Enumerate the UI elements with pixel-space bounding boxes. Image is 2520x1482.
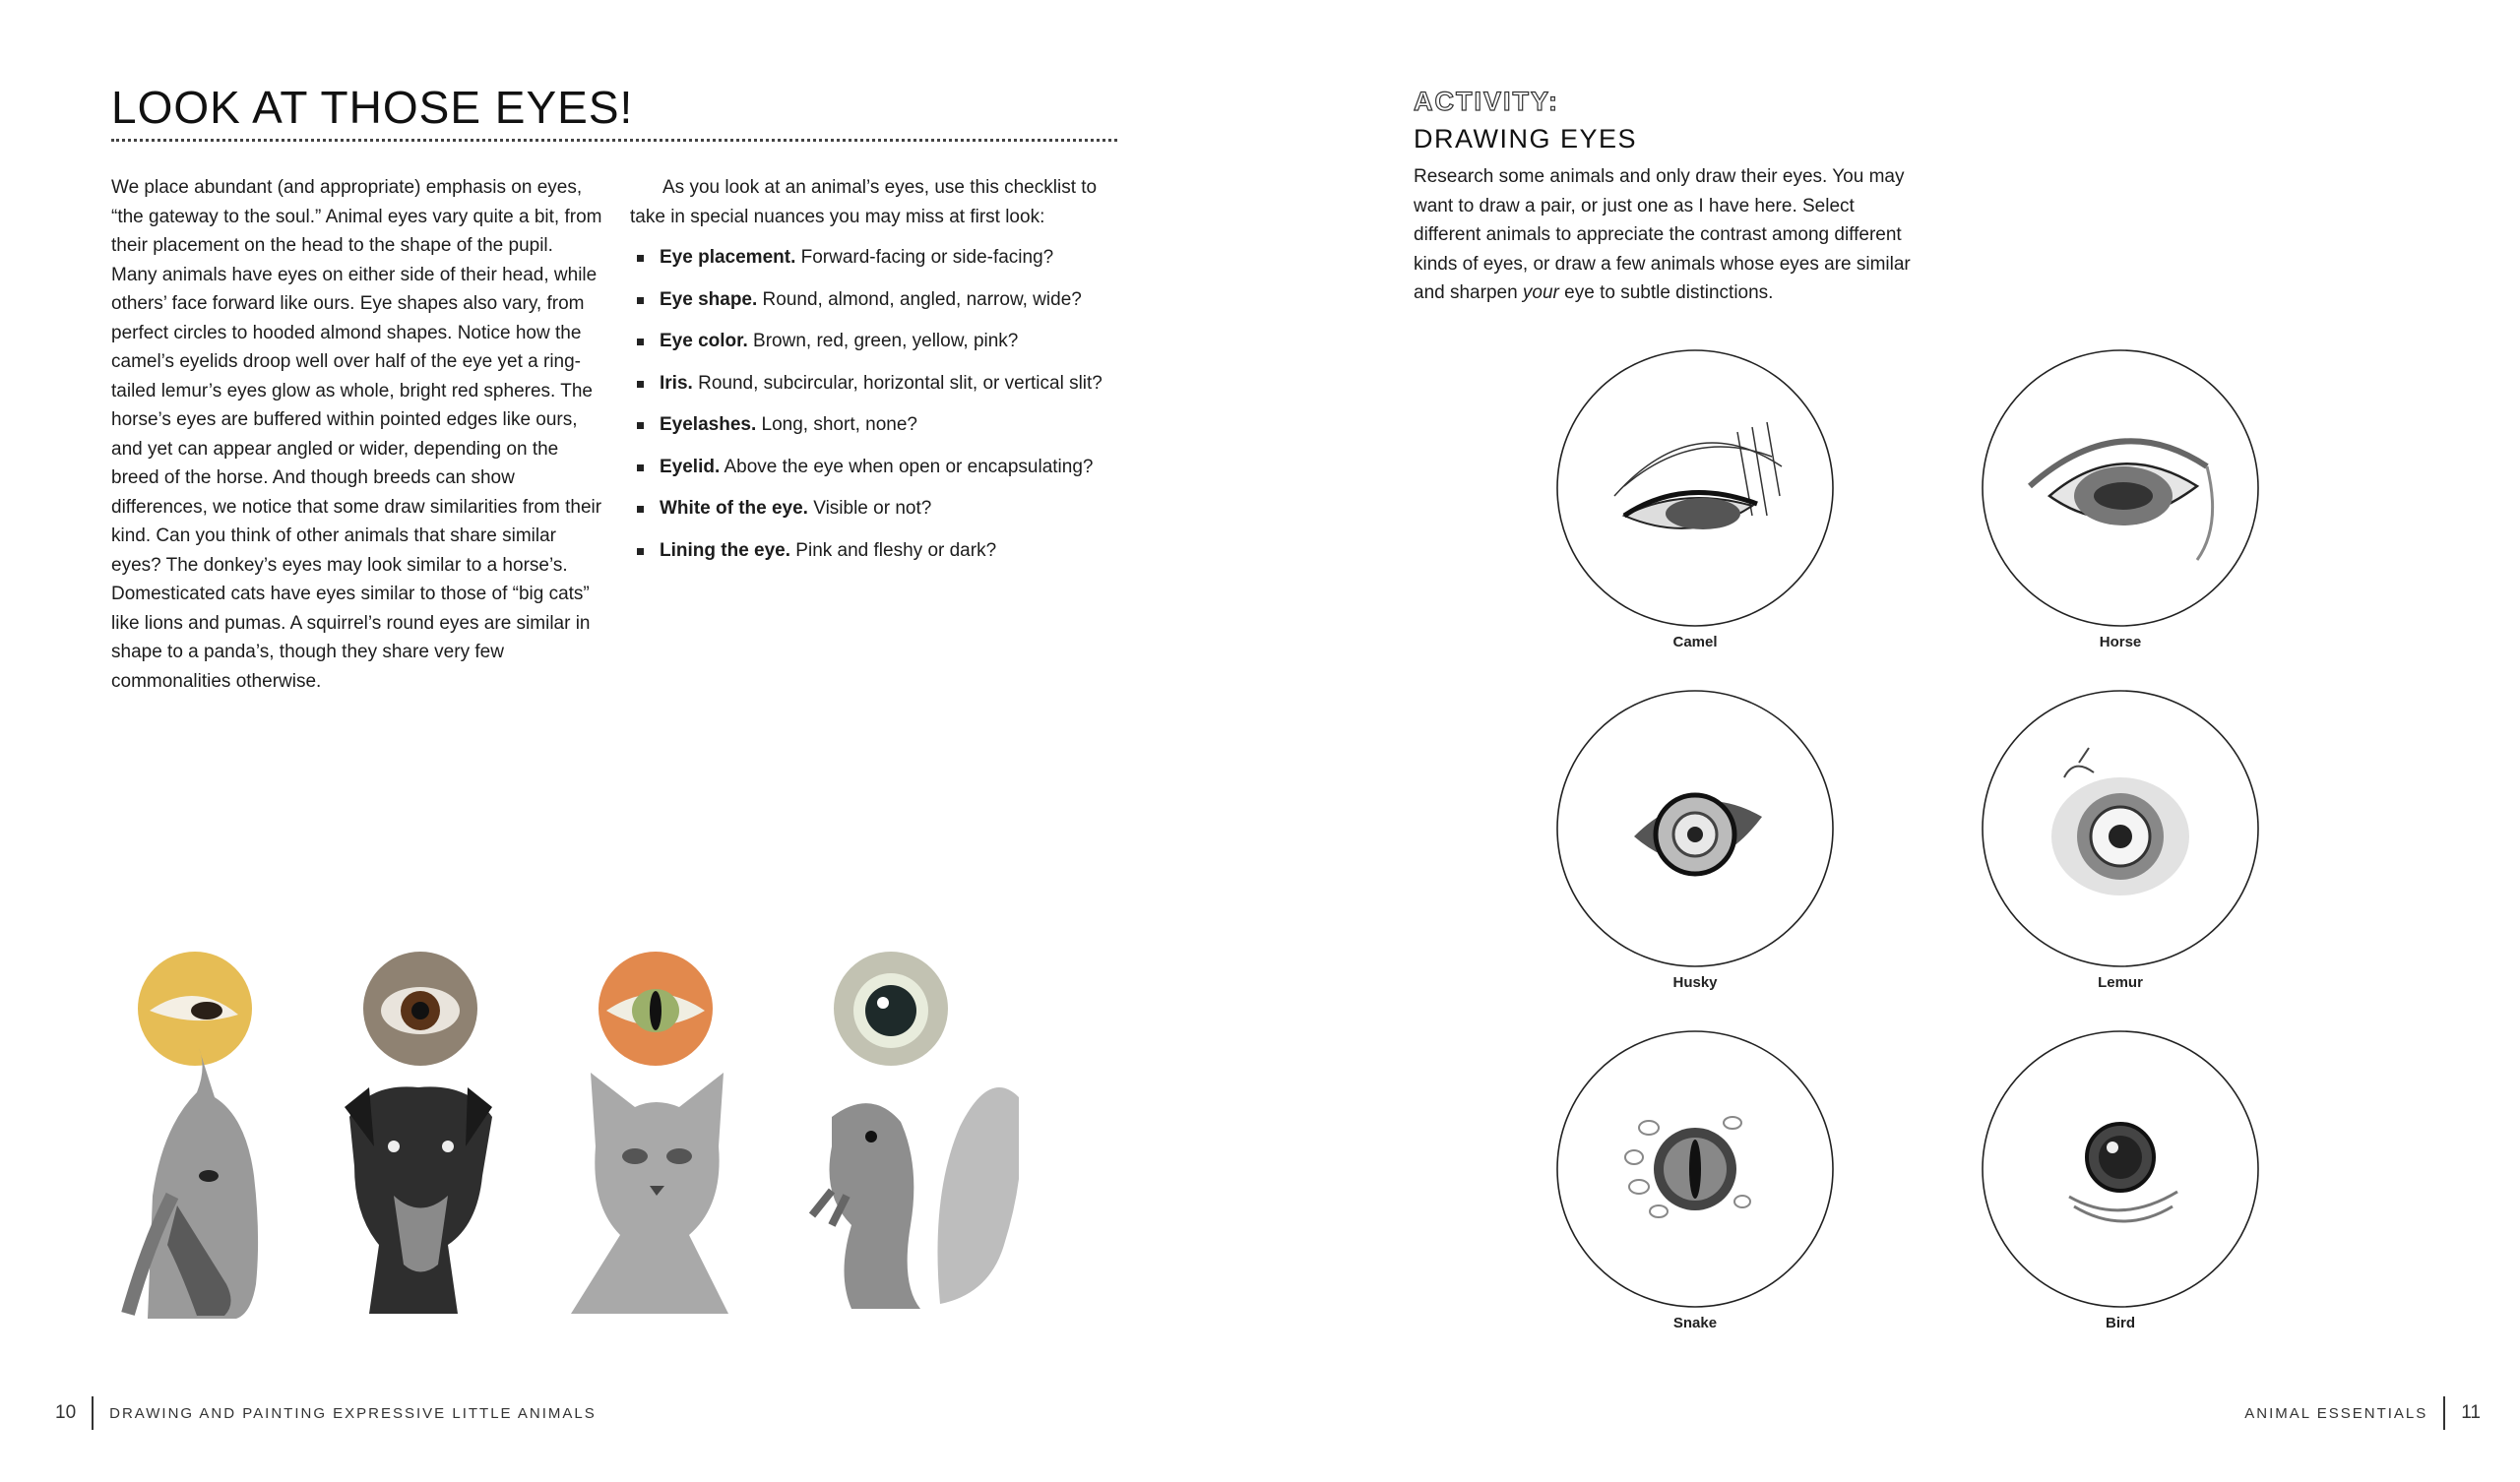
- footer-divider: [92, 1396, 94, 1430]
- footer-left: [55, 1396, 597, 1430]
- activity-text-part: eye to subtle distinctions.: [1558, 282, 1774, 303]
- eye-checklist: [630, 243, 1122, 565]
- checklist-term: Eye placement.: [660, 247, 796, 268]
- dog-illustration: [310, 950, 536, 1324]
- page-number: 11: [2461, 1402, 2481, 1423]
- checklist-term: White of the eye.: [660, 498, 808, 519]
- donkey-illustration: [89, 950, 315, 1324]
- page-title: LOOK AT THOSE EYES!: [111, 82, 634, 133]
- footer-right: [2244, 1396, 2481, 1430]
- snake-eye-sketch-icon: [1555, 1029, 1835, 1309]
- checklist-term: Eye shape.: [660, 288, 758, 310]
- dotted-divider: [111, 139, 1117, 142]
- eye-caption: Husky: [1672, 974, 1718, 991]
- checklist-term: Eye color.: [660, 331, 748, 351]
- eye-sketch-horse: [1981, 348, 2260, 673]
- checklist-column: [630, 173, 1122, 578]
- checklist-intro: As you look at an animal’s eyes, use this checklist to take in special nuances you may miss at first look:: [630, 177, 1098, 227]
- eye-sketch-bird: [1981, 1029, 2260, 1354]
- horse-eye-sketch-icon: [1981, 348, 2260, 628]
- eye-caption: Horse: [2099, 634, 2142, 650]
- lemur-eye-sketch-icon: [1981, 689, 2260, 968]
- camel-eye-sketch-icon: [1555, 348, 1835, 628]
- checklist-desc: Round, subcircular, horizontal slit, or vertical slit?: [692, 372, 1102, 394]
- checklist-desc: Forward-facing or side-facing?: [795, 247, 1054, 268]
- checklist-item: [630, 494, 1122, 524]
- squirrel-illustration: [792, 950, 1019, 1324]
- eye-caption: Camel: [1672, 634, 1718, 650]
- running-title: ANIMAL ESSENTIALS: [2244, 1404, 2428, 1422]
- checklist-desc: Long, short, none?: [756, 414, 917, 435]
- running-title: DRAWING AND PAINTING EXPRESSIVE LITTLE ANIMALS: [109, 1404, 597, 1422]
- activity-text-emphasis: your: [1522, 282, 1559, 303]
- page-number: 10: [55, 1402, 77, 1423]
- checklist-item: [630, 410, 1122, 440]
- checklist-desc: Pink and fleshy or dark?: [790, 539, 997, 561]
- body-paragraph: We place abundant (and appropriate) emphasis on eyes, “the gateway to the soul.” Animal eyes vary quite a bit, from their placement on the head to the shape of the pupil. Many animals have eyes on either side of their head, while others’ face forward like ours. Eye shapes also vary, from perfect circles to hooded almond shapes. Notice how the camel’s eyelids droop well over half of the eye yet a ring-tailed lemur’s eyes glow as whole, bright red spheres. The horse’s eyes are buffered within pointed edges like ours, and yet can appear angled or wider, depending on the breed of the horse. And though breeds can show differences, we notice that some draw similarities from their kind. Can you think of other animals that share similar eyes? The donkey’s eyes may look similar to a horse’s. Domesticated cats have eyes similar to those of “big cats” like lions and pumas. A squirrel’s round eyes are similar in shape to a panda’s, though they share very few commonalities otherwise.: [111, 177, 602, 692]
- eye-sketch-snake: [1555, 1029, 1835, 1354]
- bird-eye-sketch-icon: [1981, 1029, 2260, 1309]
- activity-title: DRAWING EYES: [1414, 124, 1638, 154]
- checklist-item: [630, 453, 1122, 482]
- eye-caption: Bird: [2106, 1315, 2135, 1331]
- checklist-item: [630, 536, 1122, 566]
- eye-sketch-husky: [1555, 689, 1835, 1014]
- activity-paragraph: [1414, 162, 1925, 308]
- checklist-item: [630, 285, 1122, 315]
- eye-sketch-lemur: [1981, 689, 2260, 1014]
- checklist-term: Eyelid.: [660, 456, 721, 477]
- activity-text-part: Research some animals and only draw their eyes. You may want to draw a pair, or just one as I have here. Select different animals to appreciate the contrast among different kinds of eyes, or draw a few animals whose eyes are similar and sharpen: [1414, 166, 1911, 303]
- checklist-item: [630, 243, 1122, 273]
- checklist-desc: Brown, red, green, yellow, pink?: [747, 331, 1019, 351]
- animal-illustrations: [89, 950, 1122, 1324]
- husky-eye-sketch-icon: [1555, 689, 1835, 968]
- activity-label: ACTIVITY:: [1414, 87, 1559, 116]
- eye-sketch-camel: [1555, 348, 1835, 673]
- checklist-item: [630, 369, 1122, 399]
- checklist-term: Lining the eye.: [660, 539, 791, 561]
- checklist-term: Iris.: [660, 372, 693, 394]
- eye-sketch-grid: [1555, 348, 2254, 1332]
- eye-caption: Snake: [1672, 1315, 1718, 1331]
- footer-divider: [2443, 1396, 2445, 1430]
- cat-illustration: [541, 950, 768, 1324]
- checklist-desc: Round, almond, angled, narrow, wide?: [757, 288, 1082, 310]
- checklist-desc: Above the eye when open or encapsulating?: [720, 456, 1094, 477]
- checklist-term: Eyelashes.: [660, 414, 757, 435]
- eye-caption: Lemur: [2098, 974, 2143, 991]
- checklist-item: [630, 327, 1122, 356]
- checklist-desc: Visible or not?: [807, 498, 932, 519]
